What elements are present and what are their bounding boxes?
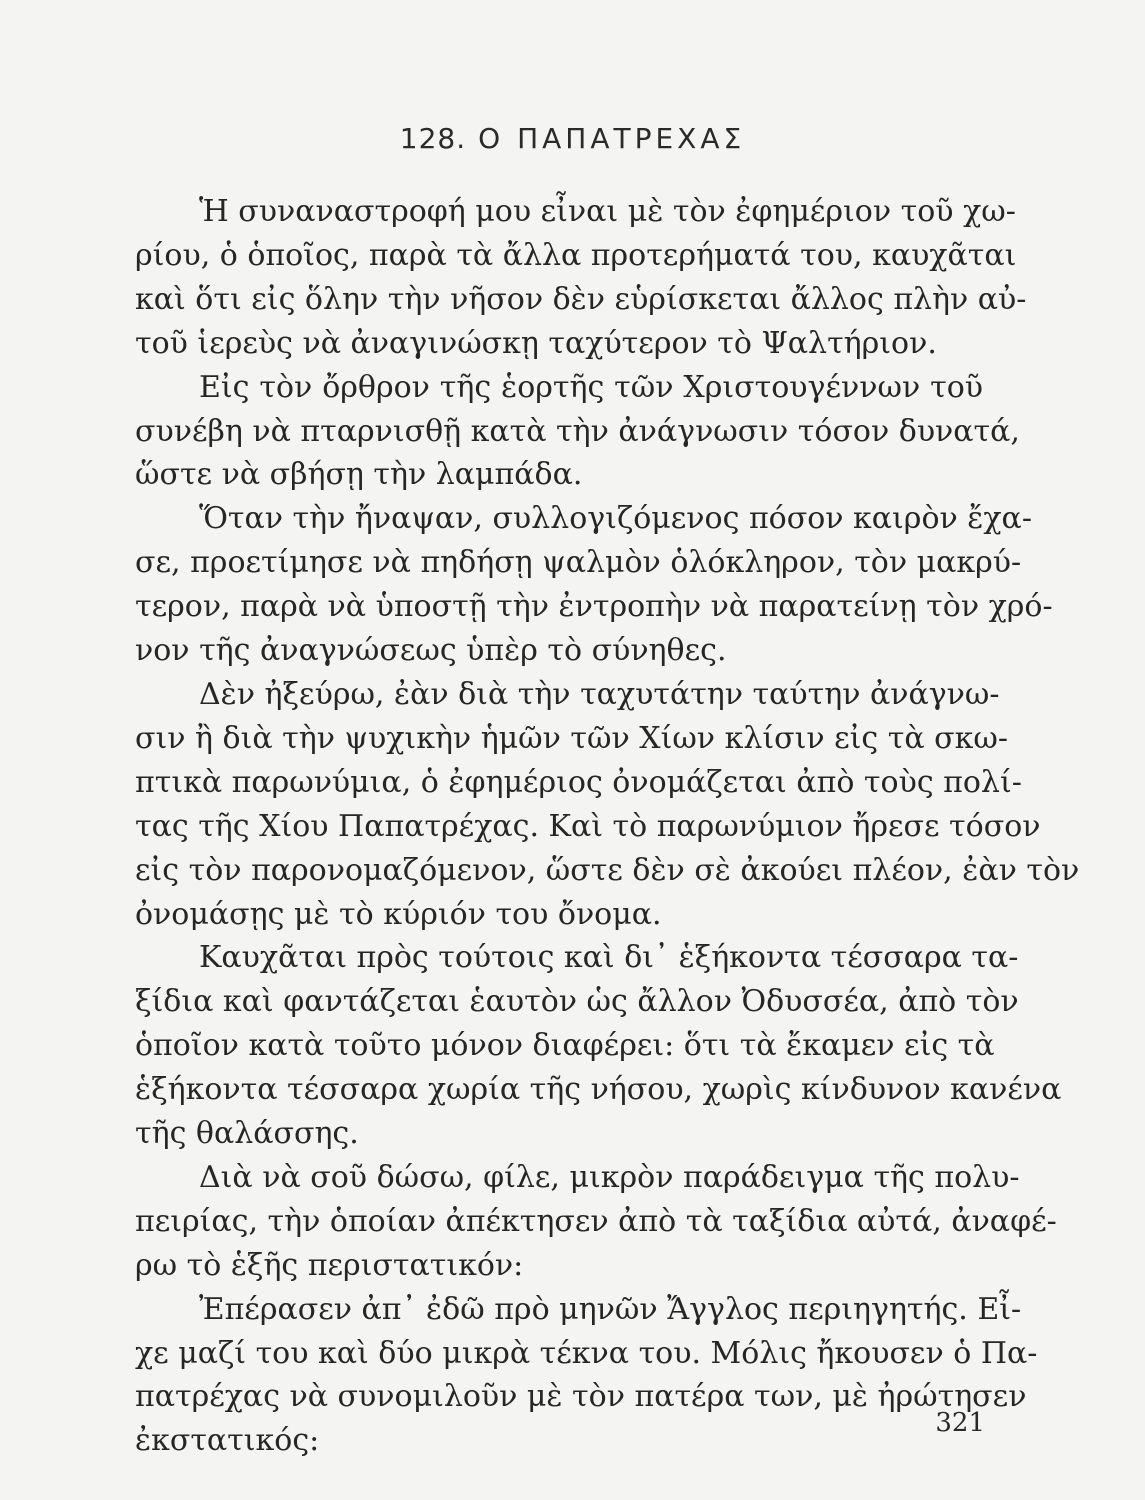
text-line: Ὅταν τὴν ἤναψαν, συλλογιζόμενος πόσον καιρὸν ἔχα-: [199, 501, 1032, 537]
text-line: Δὲν ἠξεύρω, ἐὰν διὰ τὴν ταχυτάτην ταύτην ἀνάγνω-: [199, 676, 1000, 712]
paragraph: [135, 190, 1027, 366]
text-line: τερον, παρὰ νὰ ὑποστῇ τὴν ἐντροπὴν νὰ παρατείνῃ τὸν χρό-: [135, 589, 1053, 625]
paragraph: [135, 1288, 1038, 1464]
text-line: ἐκστατικός:: [135, 1423, 320, 1459]
text-line: ἑξήκοντα τέσσαρα χωρία τῆς νήσου, χωρὶς κίνδυνον κανένα: [135, 1072, 1062, 1108]
text-line: σε, προετίμησε νὰ πηδήσῃ ψαλμὸν ὁλόκληρον, τὸν μακρύ-: [135, 545, 1022, 581]
paragraph: [135, 366, 1020, 498]
paragraph: [135, 936, 1062, 1156]
text-line: καὶ ὅτι εἰς ὅλην τὴν νῆσον δὲν εὑρίσκεται ἄλλος πλὴν αὐ-: [135, 281, 1027, 317]
chapter-number: 128.: [399, 122, 467, 155]
paragraph: [135, 497, 1053, 673]
text-line: εἰς τὸν παρονομαζόμενον, ὥστε δὲν σὲ ἀκούει πλέον, ἐὰν τὸν: [135, 852, 1080, 888]
text-line: Ἐπέρασεν ἀπ᾽ ἐδῶ πρὸ μηνῶν Ἄγγλος περιηγητής. Εἶ-: [199, 1291, 1022, 1327]
text-line: πτικὰ παρωνύμια, ὁ ἐφημέριος ὀνομάζεται ἀπὸ τοὺς πολί-: [135, 764, 1022, 800]
text-line: ρίου, ὁ ὁποῖος, παρὰ τὰ ἄλλα προτερήματά του, καυχᾶται: [135, 237, 1017, 273]
paragraph: [135, 1156, 1057, 1288]
text-line: πειρίας, τὴν ὁποίαν ἀπέκτησεν ἀπὸ τὰ ταξίδια αὐτά, ἀναφέ-: [135, 1203, 1057, 1239]
text-line: ὥστε νὰ σβήσῃ τὴν λαμπάδα.: [135, 457, 583, 493]
text-line: συνέβη νὰ πταρνισθῇ κατὰ τὴν ἀνάγνωσιν τόσον δυνατά,: [135, 413, 1020, 449]
text-line: τας τῆς Χίου Παπατρέχας. Καὶ τὸ παρωνύμιον ἤρεσε τόσον: [135, 808, 1041, 844]
text-line: ὁποῖον κατὰ τοῦτο μόνον διαφέρει: ὅτι τὰ ἔκαμεν εἰς τὰ: [135, 1028, 995, 1064]
paragraph: [135, 673, 1080, 936]
body-text: [135, 190, 1080, 1463]
text-line: τῆς θαλάσσης.: [135, 1116, 359, 1152]
text-line: Εἰς τὸν ὄρθρον τῆς ἑορτῆς τῶν Χριστουγέννων τοῦ: [199, 369, 983, 405]
text-line: τοῦ ἱερεὺς νὰ ἀναγινώσκῃ ταχύτερον τὸ Ψαλτήριον.: [135, 325, 937, 361]
text-line: Καυχᾶται πρὸς τούτοις καὶ δι᾽ ἑξήκοντα τέσσαρα τα-: [199, 940, 1019, 976]
text-line: πατρέχας νὰ συνομιλοῦν μὲ τὸν πατέρα των, μὲ ἠρώτησεν: [135, 1379, 1027, 1415]
text-line: ξίδια καὶ φαντάζεται ἑαυτὸν ὡς ἄλλον Ὀδυσσέα, ἀπὸ τὸν: [135, 984, 1019, 1020]
text-line: Διὰ νὰ σοῦ δώσω, φίλε, μικρὸν παράδειγμα τῆς πολυ-: [199, 1159, 1020, 1195]
chapter-title: Ο ΠΑΠΑΤΡΕΧΑΣ: [478, 122, 746, 155]
text-line: ρω τὸ ἑξῆς περιστατικόν:: [135, 1247, 524, 1283]
text-line: νον τῆς ἀναγνώσεως ὑπὲρ τὸ σύνηθες.: [135, 633, 727, 669]
text-line: ὀνομάσῃς μὲ τὸ κύριόν του ὄνομα.: [135, 896, 662, 932]
page-number: 321: [935, 1408, 985, 1438]
text-line: χε μαζί του καὶ δύο μικρὰ τέκνα του. Μόλις ἤκουσεν ὁ Πα-: [135, 1335, 1038, 1371]
text-line: Ἡ συναναστροφή μου εἶναι μὲ τὸν ἐφημέριον τοῦ χω-: [199, 194, 1016, 229]
chapter-heading: [0, 122, 1145, 155]
text-line: σιν ἢ διὰ τὴν ψυχικὴν ἡμῶν τῶν Χίων κλίσιν εἰς τὰ σκω-: [135, 720, 1008, 756]
